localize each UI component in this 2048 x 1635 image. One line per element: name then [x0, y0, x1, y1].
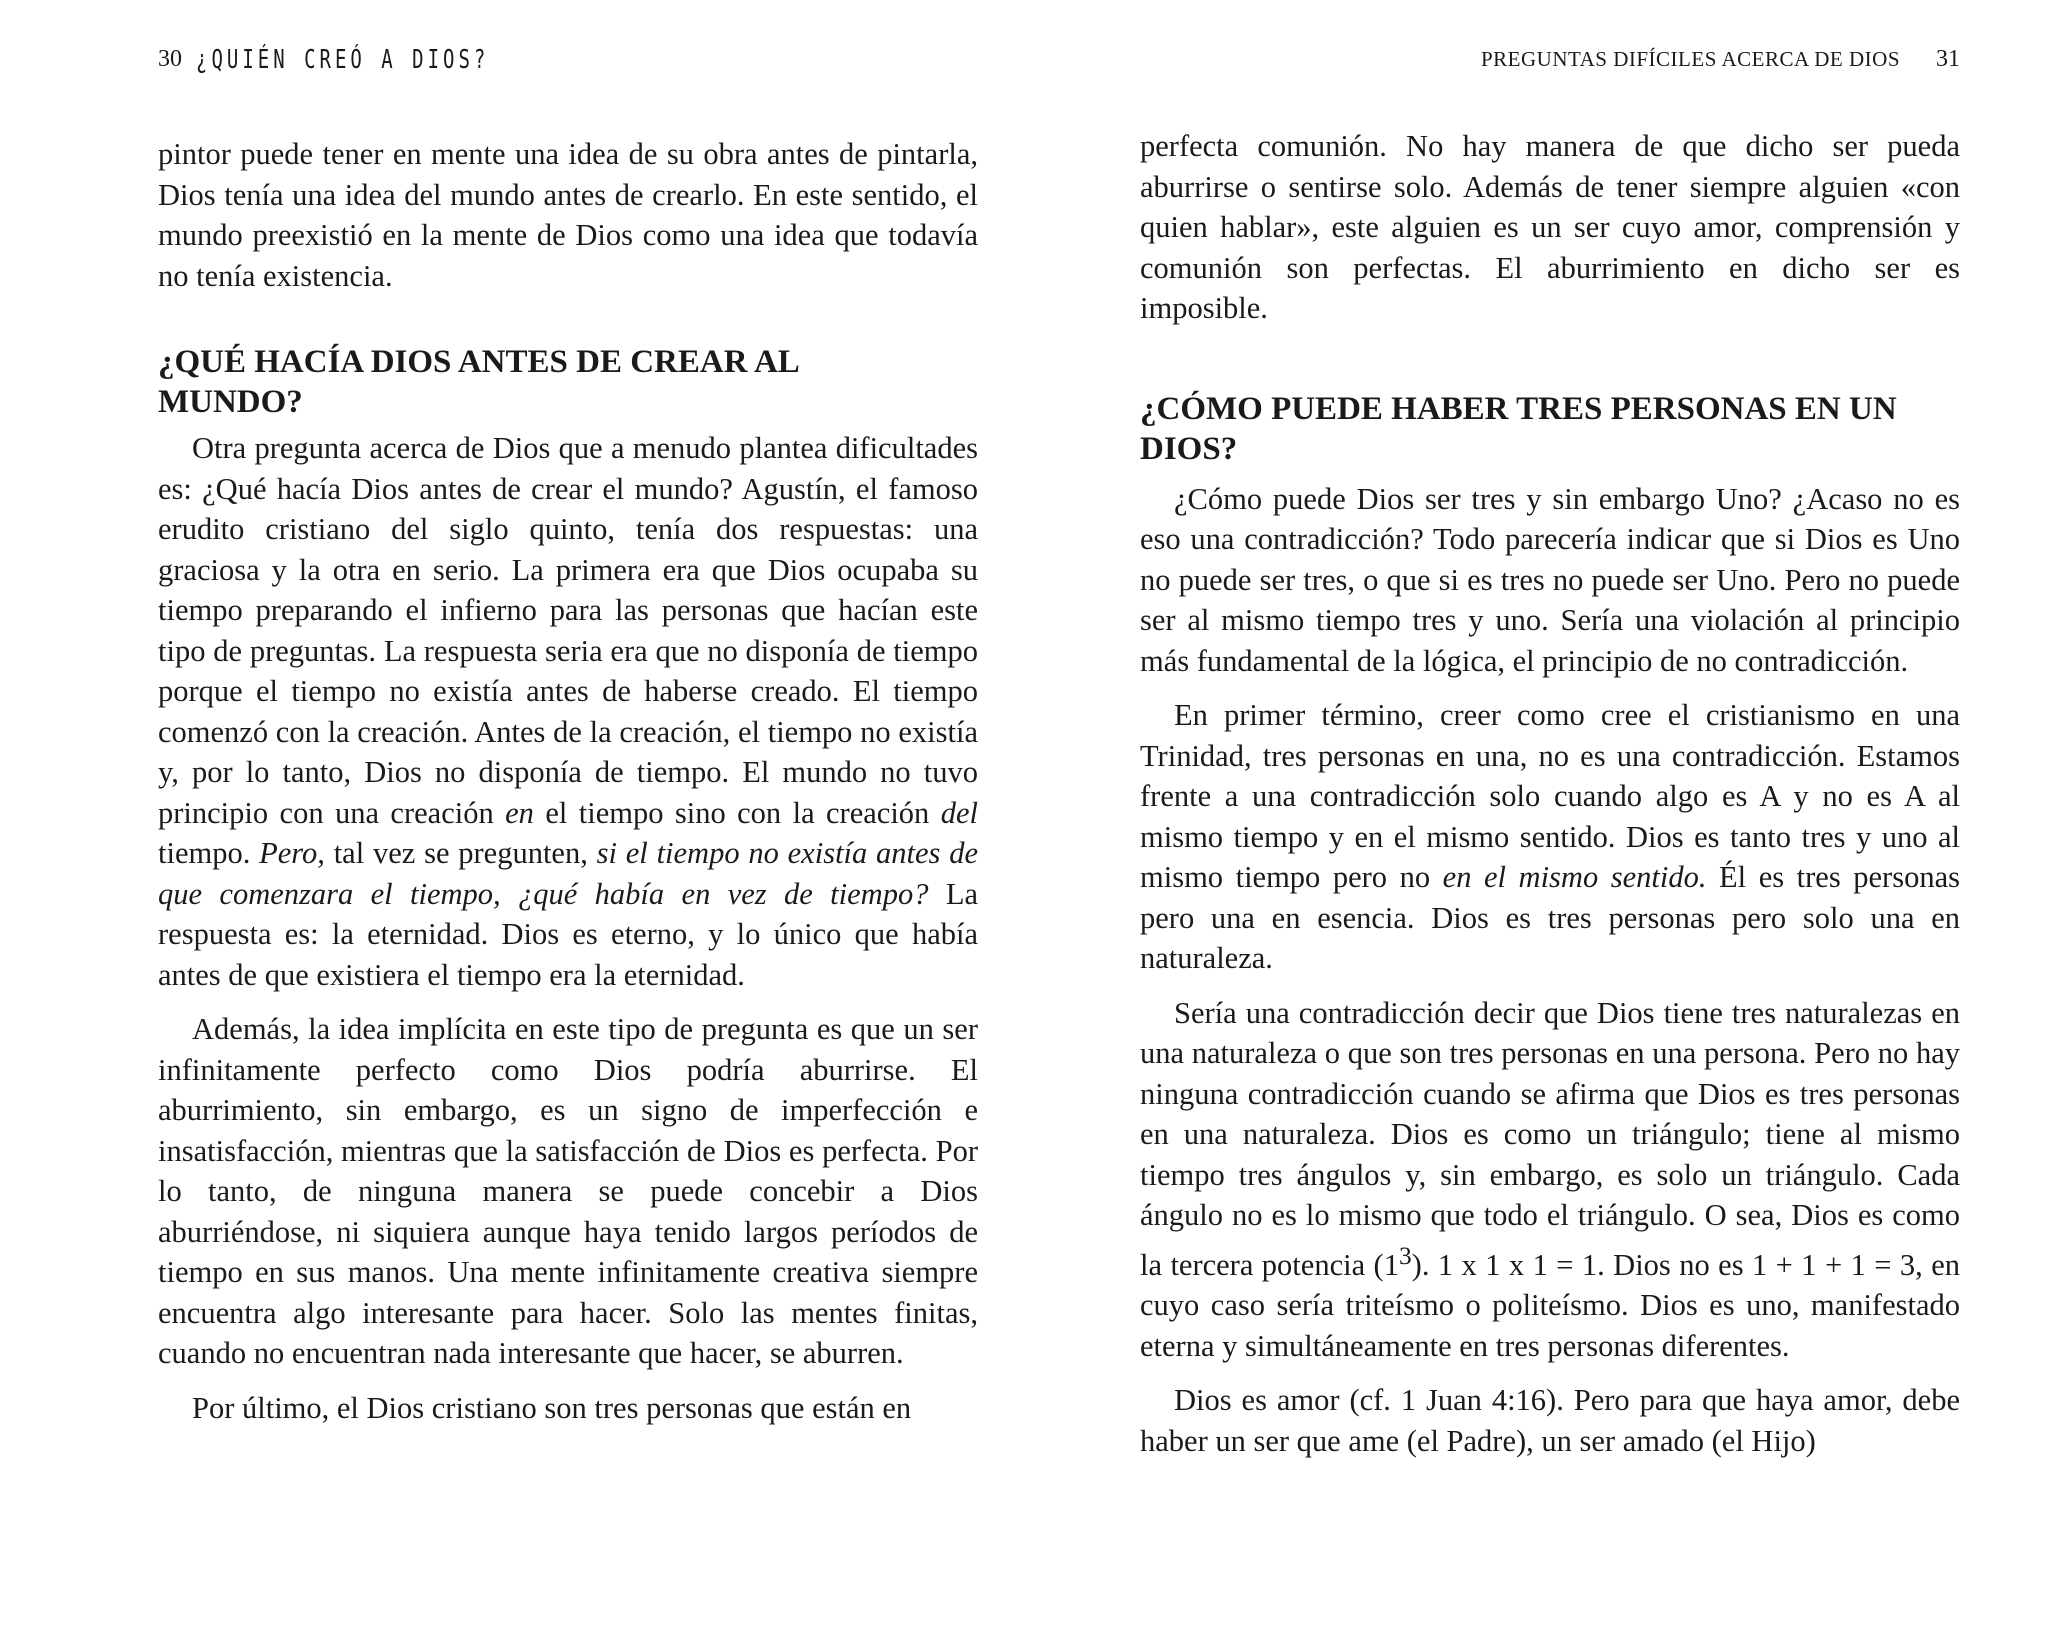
left-page-body — [158, 134, 978, 1442]
right-paragraph-5: Dios es amor (cf. 1 Juan 4:16). Pero para que haya amor, debe haber un ser que ame (el Padre), un ser amado (el Hijo) — [1140, 1383, 1960, 1458]
right-running-head — [1481, 46, 1960, 86]
left-paragraph-1: pintor puede tener en mente una idea de su obra antes de pintarla, Dios tenía una idea del mundo antes de crearlo. En este sentido, el mundo preexistió en la mente de Dios como una idea que todavía no tenía existencia. — [158, 137, 978, 293]
right-page-number: 31 — [1936, 46, 1960, 72]
right-paragraph-3: En primer término, creer como cree el cristianismo en una Trinidad, tres personas en una, no es una contradicción. Estamos frente a una contradicción solo cuando algo es A y no es A al mismo tiempo y en el mismo sentido. Dios es tanto tres y uno al mismo tiempo pero no en el mismo sentido. Él es tres personas pero una en esencia. Dios es tres personas pero solo una en naturaleza. — [1140, 698, 1960, 975]
right-page-body — [1140, 126, 1960, 1475]
right-paragraph-2: ¿Cómo puede Dios ser tres y sin embargo Uno? ¿Acaso no es eso una contradicción? Todo parecería indicar que si Dios es Uno no puede ser tres, o que si es tres no puede ser Uno. Pero no puede ser al mismo tiempo tres y uno. Sería una violación al principio más fundamental de la lógica, el principio de no contradicción. — [1140, 481, 1960, 678]
left-paragraph-3: Además, la idea implícita en este tipo de pregunta es que un ser infinitamente perfecto como Dios podría aburrirse. El aburrimiento, sin embargo, es un signo de imperfección e insatisfacción, mientras que la satisfacción de Dios es perfecta. Por lo tanto, de ninguna manera se puede concebir a Dios aburriéndose, ni siquiera aunque haya tenido largos períodos de tiempo en sus manos. Una mente infinitamente creativa siempre encuentra algo interesante para hacer. Solo las mentes finitas, cuando no encuentran nada interesante que hacer, se aburren. — [158, 1012, 978, 1370]
right-paragraph-1: perfecta comunión. No hay manera de que dicho ser pueda aburrirse o sentirse solo. Además de tener siempre alguien «con quien hablar», este alguien es un ser cuyo amor, comprensión y comunión son perfectas. El aburrimiento en dicho ser es imposible. — [1140, 129, 1960, 325]
left-running-head — [158, 46, 489, 86]
left-paragraph-4: Por último, el Dios cristiano son tres personas que están en — [192, 1390, 912, 1425]
left-paragraph-2: Otra pregunta acerca de Dios que a menudo plantea dificultades es: ¿Qué hacía Dios antes de crear el mundo? Agustín, el famoso erudito cristiano del siglo quinto, tenía dos respuestas: una graciosa y la otra en serio. La primera era que Dios ocupaba su tiempo preparando el infierno para las personas que hacían este tipo de preguntas. La respuesta seria era que no disponía de tiempo porque el tiempo no existía antes de haberse creado. El tiempo comenzó con la creación. Antes de la creación, el tiempo no existía y, por lo tanto, Dios no disponía de tiempo. El mundo no tuvo principio con una creación en el tiempo sino con la creación del tiempo. Pero, tal vez se pregunten, si el tiempo no existía antes de que comenzara el tiempo, ¿qué había en vez de tiempo? La respuesta es: la eternidad. Dios es eterno, y lo único que había antes de que existiera el tiempo era la eternidad. — [158, 431, 979, 992]
right-section-heading: ¿CÓMO PUEDE HABER TRES PERSONAS EN UN DIOS? — [1140, 390, 1897, 467]
left-section-heading: ¿QUÉ HACÍA DIOS ANTES DE CREAR AL MUNDO? — [158, 344, 798, 420]
right-running-title: PREGUNTAS DIFÍCILES ACERCA DE DIOS — [1480, 47, 1900, 71]
right-paragraph-4: Sería una contradicción decir que Dios tiene tres naturalezas en una naturaleza o que son tres personas en una persona. Pero no hay ninguna contradicción cuando se afirma que Dios es tres personas en una naturaleza. Dios es como un triángulo; tiene al mismo tiempo tres ángulos y, sin embargo, es solo un triángulo. Cada ángulo no es lo mismo que todo el triángulo. O sea, Dios es como la tercera potencia $(1^3)$. 1 x 1 x 1 = 1. Dios no es 1 + 1 + 1 = 3, en cuyo caso sería triteísmo o politeísmo. Dios es uno, manifestado eterna y simultáneamente en tres personas diferentes. — [1140, 995, 1960, 1363]
left-running-title: ¿QUIÉN CREÓ A DIOS? — [196, 45, 490, 75]
left-page-number: 30 — [158, 46, 182, 72]
